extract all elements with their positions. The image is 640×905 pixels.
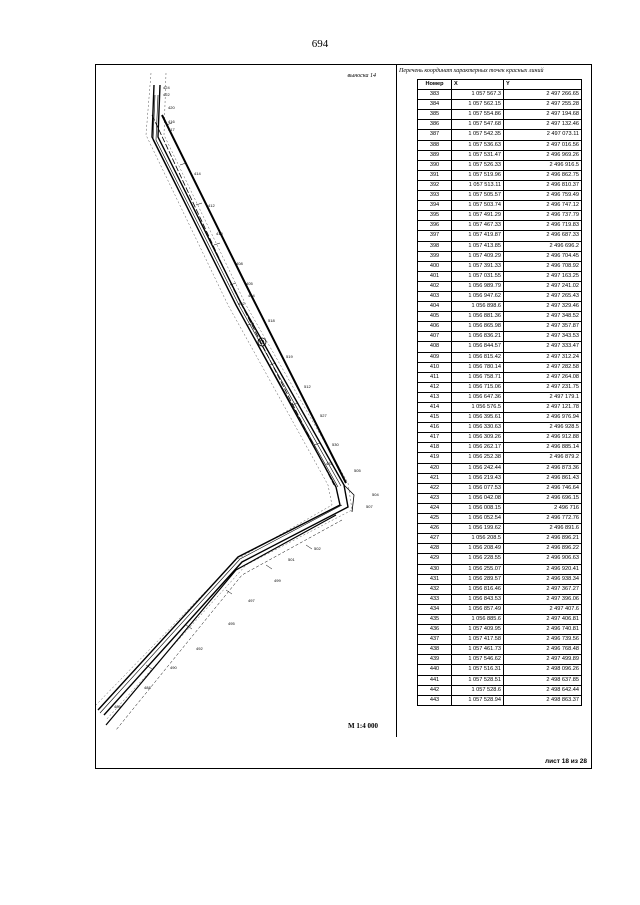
cell-y: 2 496 879.2 xyxy=(504,453,582,463)
table-row xyxy=(418,534,582,544)
callout-label: выноска 14 xyxy=(347,73,376,79)
table-row xyxy=(418,403,582,413)
svg-text:501: 501 xyxy=(288,557,295,562)
cell-x: 1 056 199.62 xyxy=(452,524,504,534)
table-row xyxy=(418,191,582,201)
cell-y: 2 496 704.45 xyxy=(504,251,582,261)
cell-y: 2 497 255.28 xyxy=(504,100,582,110)
cell-number: 404 xyxy=(418,302,452,312)
cell-x: 1 057 536.63 xyxy=(452,140,504,150)
table-row xyxy=(418,584,582,594)
cell-x: 1 057 503.74 xyxy=(452,201,504,211)
cell-number: 432 xyxy=(418,584,452,594)
svg-text:492: 492 xyxy=(196,646,203,651)
cell-y: 2 497 241.02 xyxy=(504,281,582,291)
cell-x: 1 057 505.57 xyxy=(452,191,504,201)
cell-number: 393 xyxy=(418,191,452,201)
header-y: Y xyxy=(504,80,582,90)
table-row xyxy=(418,574,582,584)
cell-x: 1 057 409.29 xyxy=(452,251,504,261)
header-number: Номер xyxy=(418,80,452,90)
cell-y: 2 496 746.64 xyxy=(504,483,582,493)
coordinate-list-title: Перечень координат характерных точек красных линий xyxy=(399,68,544,74)
table-row xyxy=(418,322,582,332)
cell-number: 424 xyxy=(418,503,452,513)
table-header-row xyxy=(418,80,582,90)
cell-y: 2 497 266.65 xyxy=(504,90,582,100)
cell-number: 422 xyxy=(418,483,452,493)
cell-x: 1 057 542.35 xyxy=(452,130,504,140)
cell-y: 2 496 969.26 xyxy=(504,150,582,160)
cell-x: 1 056 857.49 xyxy=(452,604,504,614)
table-row xyxy=(418,110,582,120)
cell-x: 1 056 395.61 xyxy=(452,413,504,423)
svg-text:530: 530 xyxy=(332,442,339,447)
cell-number: 396 xyxy=(418,221,452,231)
cell-y: 2 498 642.44 xyxy=(504,685,582,695)
cell-y: 2 498 863.37 xyxy=(504,695,582,705)
table-row xyxy=(418,625,582,635)
cell-y: 2 498 096.26 xyxy=(504,665,582,675)
cell-y: 2 497 121.78 xyxy=(504,403,582,413)
cell-x: 1 056 330.63 xyxy=(452,423,504,433)
table-row xyxy=(418,665,582,675)
cell-y: 2 497 329.46 xyxy=(504,302,582,312)
cell-number: 438 xyxy=(418,645,452,655)
cell-number: 405 xyxy=(418,312,452,322)
cell-x: 1 056 208.5 xyxy=(452,534,504,544)
table-row xyxy=(418,433,582,443)
cell-x: 1 057 409.95 xyxy=(452,625,504,635)
table-row xyxy=(418,100,582,110)
cell-number: 434 xyxy=(418,604,452,614)
cell-x: 1 057 491.29 xyxy=(452,211,504,221)
svg-text:527: 527 xyxy=(320,413,327,418)
svg-text:405: 405 xyxy=(246,281,253,286)
cell-x: 1 057 531.47 xyxy=(452,150,504,160)
table-row xyxy=(418,645,582,655)
cell-number: 428 xyxy=(418,544,452,554)
table-row xyxy=(418,443,582,453)
cell-x: 1 057 528.94 xyxy=(452,695,504,705)
cell-number: 414 xyxy=(418,403,452,413)
cell-number: 441 xyxy=(418,675,452,685)
svg-text:497: 497 xyxy=(248,598,255,603)
table-row xyxy=(418,312,582,322)
table-row xyxy=(418,655,582,665)
cell-number: 443 xyxy=(418,695,452,705)
cell-y: 2 497 367.27 xyxy=(504,584,582,594)
svg-text:420: 420 xyxy=(168,105,175,110)
cell-x: 1 057 391.33 xyxy=(452,261,504,271)
cell-x: 1 056 255.07 xyxy=(452,564,504,574)
cell-y: 2 496 696.2 xyxy=(504,241,582,251)
cell-number: 409 xyxy=(418,352,452,362)
cell-number: 437 xyxy=(418,635,452,645)
svg-text:433: 433 xyxy=(326,461,333,466)
table-row xyxy=(418,342,582,352)
route-map xyxy=(96,65,396,737)
table-row xyxy=(418,362,582,372)
cell-number: 435 xyxy=(418,614,452,624)
cell-number: 394 xyxy=(418,201,452,211)
cell-y: 2 497 163.25 xyxy=(504,271,582,281)
table-row xyxy=(418,463,582,473)
cell-number: 413 xyxy=(418,392,452,402)
svg-text:402: 402 xyxy=(238,301,245,306)
coordinate-table xyxy=(417,79,582,706)
cell-y: 2 496 687.33 xyxy=(504,231,582,241)
svg-text:414: 414 xyxy=(194,171,201,176)
cell-y: 2 497 343.53 xyxy=(504,332,582,342)
cell-y: 2 496 873.36 xyxy=(504,463,582,473)
cell-number: 419 xyxy=(418,453,452,463)
road-axis-3 xyxy=(100,505,342,713)
table-row xyxy=(418,413,582,423)
svg-text:488: 488 xyxy=(144,685,151,690)
svg-text:505: 505 xyxy=(354,468,361,473)
cell-x: 1 056 647.36 xyxy=(452,392,504,402)
cell-number: 383 xyxy=(418,90,452,100)
cell-y: 2 496 861.43 xyxy=(504,473,582,483)
svg-text:486: 486 xyxy=(114,704,121,709)
cell-number: 384 xyxy=(418,100,452,110)
cell-number: 406 xyxy=(418,322,452,332)
cell-x: 1 057 562.15 xyxy=(452,100,504,110)
cell-y: 2 496 862.75 xyxy=(504,170,582,180)
table-row xyxy=(418,695,582,705)
drawing-sheet xyxy=(95,64,592,769)
table-row xyxy=(418,372,582,382)
table-row xyxy=(418,503,582,513)
cell-x: 1 056 052.54 xyxy=(452,514,504,524)
header-x: X xyxy=(452,80,504,90)
cell-y: 2 497 312.24 xyxy=(504,352,582,362)
table-row xyxy=(418,514,582,524)
cell-y: 2 496 759.49 xyxy=(504,191,582,201)
cell-y: 2 497 264.08 xyxy=(504,372,582,382)
cell-y: 2 497 265.43 xyxy=(504,291,582,301)
cell-y: 2 496 768.48 xyxy=(504,645,582,655)
cell-number: 395 xyxy=(418,211,452,221)
cell-number: 392 xyxy=(418,180,452,190)
cell-y: 2 496 912.88 xyxy=(504,433,582,443)
road-edge-thick-2 xyxy=(152,115,334,485)
cell-number: 387 xyxy=(418,130,452,140)
cell-y: 2 496 719.83 xyxy=(504,221,582,231)
coordinate-table-body xyxy=(418,90,582,706)
cell-x: 1 056 262.17 xyxy=(452,443,504,453)
cell-number: 388 xyxy=(418,140,452,150)
scale-label: М 1:4 000 xyxy=(348,722,378,730)
cell-number: 407 xyxy=(418,332,452,342)
page-number: 694 xyxy=(311,38,329,50)
cell-x: 1 057 528.51 xyxy=(452,675,504,685)
cell-x: 1 056 836.21 xyxy=(452,332,504,342)
cell-x: 1 056 989.79 xyxy=(452,281,504,291)
table-row xyxy=(418,170,582,180)
cell-y: 2 497 282.58 xyxy=(504,362,582,372)
table-row xyxy=(418,483,582,493)
cell-number: 427 xyxy=(418,534,452,544)
cell-number: 401 xyxy=(418,271,452,281)
table-row xyxy=(418,675,582,685)
svg-text:512: 512 xyxy=(304,384,311,389)
cell-number: 386 xyxy=(418,120,452,130)
cell-number: 400 xyxy=(418,261,452,271)
table-row xyxy=(418,120,582,130)
table-row xyxy=(418,221,582,231)
cell-x: 1 056 816.46 xyxy=(452,584,504,594)
cell-y: 2 496 747.12 xyxy=(504,201,582,211)
cell-y: 2 496 891.6 xyxy=(504,524,582,534)
svg-text:507: 507 xyxy=(366,504,373,509)
cell-number: 433 xyxy=(418,594,452,604)
svg-text:417: 417 xyxy=(168,127,175,132)
svg-text:424: 424 xyxy=(163,85,170,90)
cell-y: 2 496 928.5 xyxy=(504,423,582,433)
cell-x: 1 056 715.06 xyxy=(452,382,504,392)
cell-y: 2 496 896.21 xyxy=(504,534,582,544)
cell-number: 420 xyxy=(418,463,452,473)
table-row xyxy=(418,291,582,301)
table-row xyxy=(418,251,582,261)
table-row xyxy=(418,594,582,604)
table-row xyxy=(418,180,582,190)
cell-number: 431 xyxy=(418,574,452,584)
svg-text:490: 490 xyxy=(170,665,177,670)
cell-x: 1 056 865.98 xyxy=(452,322,504,332)
table-row xyxy=(418,493,582,503)
table-row xyxy=(418,564,582,574)
cell-y: 2 496 772.76 xyxy=(504,514,582,524)
table-row xyxy=(418,332,582,342)
cell-x: 1 057 513.11 xyxy=(452,180,504,190)
cell-y: 2 496 976.94 xyxy=(504,413,582,423)
table-row xyxy=(418,544,582,554)
cell-number: 426 xyxy=(418,524,452,534)
cell-y: 2 497 231.75 xyxy=(504,382,582,392)
cell-number: 391 xyxy=(418,170,452,180)
svg-text:518: 518 xyxy=(268,318,275,323)
cell-x: 1 057 567.3 xyxy=(452,90,504,100)
svg-text:404: 404 xyxy=(248,293,255,298)
table-row xyxy=(418,614,582,624)
cell-x: 1 056 077.53 xyxy=(452,483,504,493)
svg-text:416: 416 xyxy=(168,119,175,124)
table-row xyxy=(418,90,582,100)
table-row xyxy=(418,140,582,150)
table-row xyxy=(418,604,582,614)
cell-y: 2 496 885.14 xyxy=(504,443,582,453)
table-row xyxy=(418,392,582,402)
cell-y: 2 496 920.41 xyxy=(504,564,582,574)
table-row xyxy=(418,211,582,221)
cell-y: 2 497 132.46 xyxy=(504,120,582,130)
cell-x: 1 056 885.6 xyxy=(452,614,504,624)
table-row xyxy=(418,554,582,564)
cell-x: 1 057 419.87 xyxy=(452,231,504,241)
cell-x: 1 056 208.49 xyxy=(452,544,504,554)
cell-x: 1 057 526.33 xyxy=(452,160,504,170)
cell-number: 418 xyxy=(418,443,452,453)
cell-x: 1 057 461.73 xyxy=(452,645,504,655)
cell-x: 1 056 758.71 xyxy=(452,372,504,382)
cell-y: 2 497 073.11 xyxy=(504,130,582,140)
cell-y: 2 496 896.22 xyxy=(504,544,582,554)
cell-number: 410 xyxy=(418,362,452,372)
cell-y: 2 497 016.56 xyxy=(504,140,582,150)
svg-text:408: 408 xyxy=(236,261,243,266)
table-row xyxy=(418,302,582,312)
cell-x: 1 056 219.43 xyxy=(452,473,504,483)
cell-y: 2 496 739.56 xyxy=(504,635,582,645)
cell-y: 2 497 499.89 xyxy=(504,655,582,665)
cell-y: 2 497 194.68 xyxy=(504,110,582,120)
cell-y: 2 496 740.81 xyxy=(504,625,582,635)
cell-number: 439 xyxy=(418,655,452,665)
table-row xyxy=(418,453,582,463)
table-row xyxy=(418,685,582,695)
svg-text:519: 519 xyxy=(286,354,293,359)
cell-number: 412 xyxy=(418,382,452,392)
table-row xyxy=(418,423,582,433)
cell-number: 440 xyxy=(418,665,452,675)
sheet-label: лист 18 из 28 xyxy=(544,758,587,765)
cell-x: 1 057 467.33 xyxy=(452,221,504,231)
cell-x: 1 056 780.14 xyxy=(452,362,504,372)
cell-x: 1 057 519.96 xyxy=(452,170,504,180)
cell-y: 2 496 696.15 xyxy=(504,493,582,503)
svg-text:495: 495 xyxy=(228,621,235,626)
cell-y: 2 496 708.92 xyxy=(504,261,582,271)
table-row xyxy=(418,261,582,271)
table-row xyxy=(418,130,582,140)
table-row xyxy=(418,635,582,645)
table-row xyxy=(418,150,582,160)
cell-y: 2 496 716 xyxy=(504,503,582,513)
cell-x: 1 056 815.42 xyxy=(452,352,504,362)
cell-y: 2 497 396.06 xyxy=(504,594,582,604)
cell-x: 1 057 516.31 xyxy=(452,665,504,675)
cell-x: 1 056 242.44 xyxy=(452,463,504,473)
svg-text:499: 499 xyxy=(274,578,281,583)
cell-x: 1 056 309.26 xyxy=(452,433,504,443)
boundary-dashed-left xyxy=(96,73,332,705)
table-row xyxy=(418,524,582,534)
table-row xyxy=(418,201,582,211)
svg-text:410: 410 xyxy=(216,231,223,236)
svg-text:502: 502 xyxy=(314,546,321,551)
cell-x: 1 056 042.08 xyxy=(452,493,504,503)
cell-number: 398 xyxy=(418,241,452,251)
cell-x: 1 056 843.53 xyxy=(452,594,504,604)
cell-number: 425 xyxy=(418,514,452,524)
cell-x: 1 057 417.58 xyxy=(452,635,504,645)
cell-y: 2 497 333.47 xyxy=(504,342,582,352)
cell-x: 1 056 576.5 xyxy=(452,403,504,413)
cell-number: 421 xyxy=(418,473,452,483)
cell-y: 2 497 348.52 xyxy=(504,312,582,322)
cell-number: 416 xyxy=(418,423,452,433)
cell-x: 1 057 546.62 xyxy=(452,655,504,665)
cell-y: 2 496 906.63 xyxy=(504,554,582,564)
cell-y: 2 498 637.85 xyxy=(504,675,582,685)
cell-number: 415 xyxy=(418,413,452,423)
cell-number: 399 xyxy=(418,251,452,261)
cell-x: 1 057 528.6 xyxy=(452,685,504,695)
cell-x: 1 057 547.68 xyxy=(452,120,504,130)
cell-number: 423 xyxy=(418,493,452,503)
cell-number: 417 xyxy=(418,433,452,443)
cell-y: 2 496 916.5 xyxy=(504,160,582,170)
cell-number: 430 xyxy=(418,564,452,574)
svg-text:422: 422 xyxy=(163,92,170,97)
cell-x: 1 056 252.38 xyxy=(452,453,504,463)
cell-x: 1 057 031.55 xyxy=(452,271,504,281)
table-row xyxy=(418,241,582,251)
table-row xyxy=(418,160,582,170)
cell-number: 429 xyxy=(418,554,452,564)
table-row xyxy=(418,271,582,281)
cell-y: 2 497 406.81 xyxy=(504,614,582,624)
road-edge-thick-1 xyxy=(162,115,346,483)
cell-x: 1 056 289.57 xyxy=(452,574,504,584)
red-line-outer xyxy=(104,85,348,715)
cell-number: 442 xyxy=(418,685,452,695)
cell-number: 390 xyxy=(418,160,452,170)
cell-number: 385 xyxy=(418,110,452,120)
table-row xyxy=(418,352,582,362)
table-row xyxy=(418,382,582,392)
cell-y: 2 496 810.37 xyxy=(504,180,582,190)
cell-y: 2 496 938.34 xyxy=(504,574,582,584)
cell-y: 2 497 179.1 xyxy=(504,392,582,402)
cell-y: 2 497 357.87 xyxy=(504,322,582,332)
cell-x: 1 056 008.15 xyxy=(452,503,504,513)
cell-x: 1 056 228.55 xyxy=(452,554,504,564)
cell-number: 403 xyxy=(418,291,452,301)
table-row xyxy=(418,281,582,291)
cell-x: 1 056 881.36 xyxy=(452,312,504,322)
cell-number: 389 xyxy=(418,150,452,160)
cell-number: 436 xyxy=(418,625,452,635)
svg-text:504: 504 xyxy=(372,492,379,497)
cell-x: 1 057 413.85 xyxy=(452,241,504,251)
map-area xyxy=(96,65,397,737)
cell-number: 397 xyxy=(418,231,452,241)
cell-x: 1 056 898.6 xyxy=(452,302,504,312)
table-row xyxy=(418,473,582,483)
cell-y: 2 496 737.79 xyxy=(504,211,582,221)
table-row xyxy=(418,231,582,241)
cell-number: 408 xyxy=(418,342,452,352)
cell-x: 1 057 554.86 xyxy=(452,110,504,120)
cell-y: 2 497 407.6 xyxy=(504,604,582,614)
cell-x: 1 056 947.62 xyxy=(452,291,504,301)
cell-number: 411 xyxy=(418,372,452,382)
cell-number: 402 xyxy=(418,281,452,291)
road-edge-lower xyxy=(106,515,336,725)
svg-text:412: 412 xyxy=(208,203,215,208)
cell-x: 1 056 844.57 xyxy=(452,342,504,352)
